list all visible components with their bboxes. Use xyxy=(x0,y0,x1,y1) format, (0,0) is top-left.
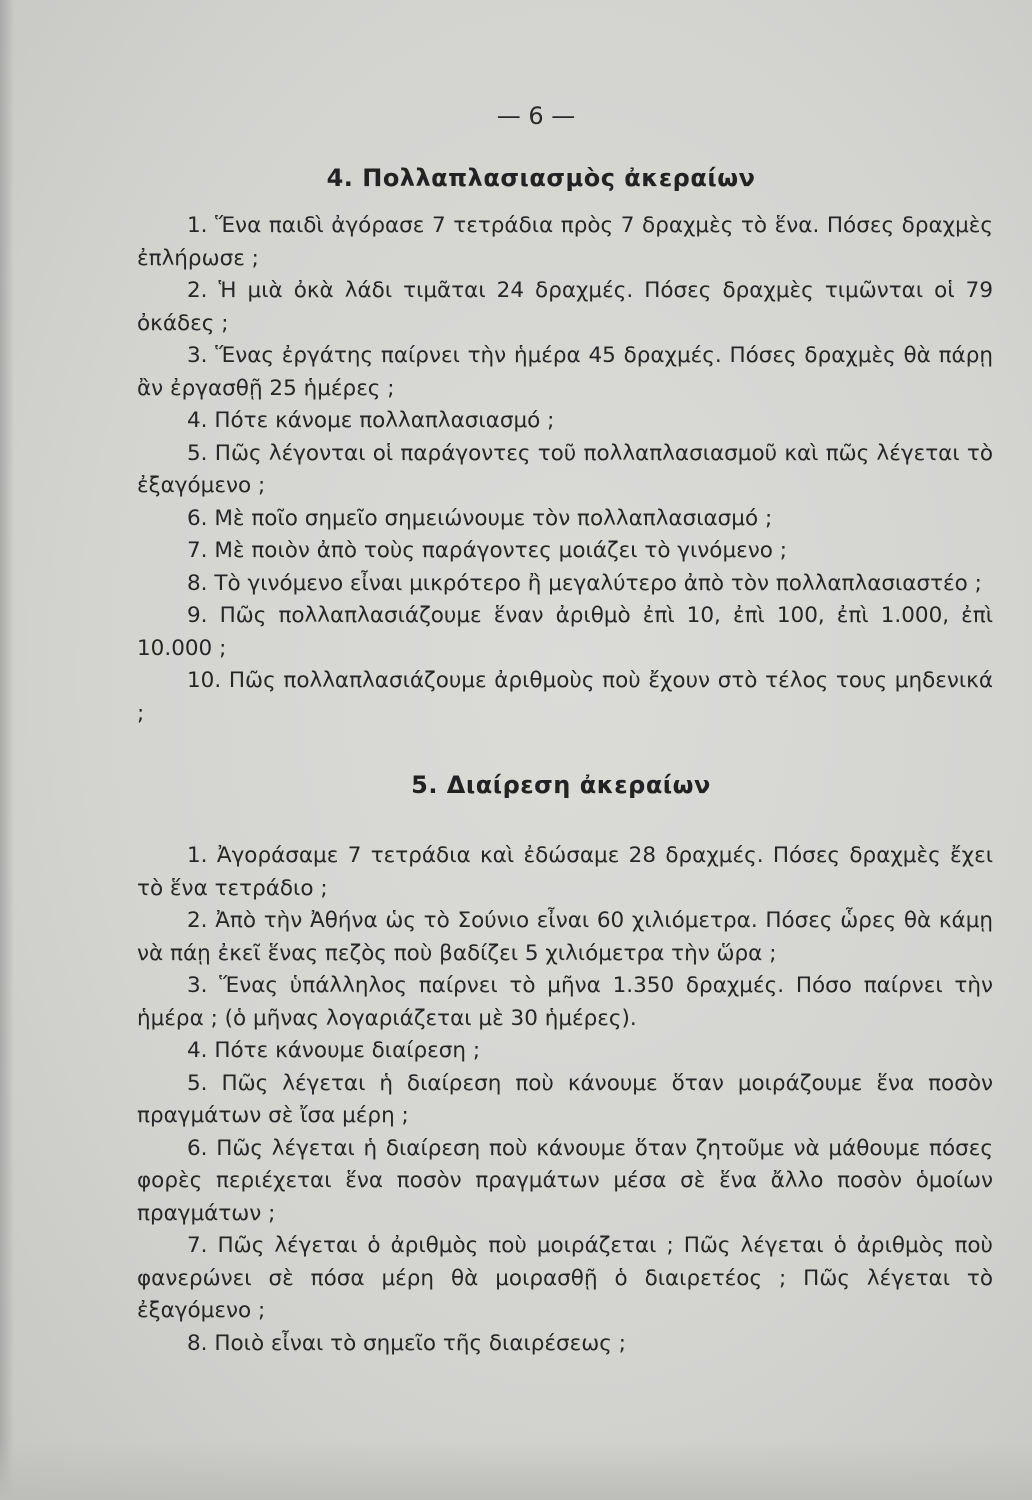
question-item: 4. Πότε κάνουμε διαίρεση ; xyxy=(187,1038,481,1063)
question-item: 8. Τὸ γινόμενο εἶναι μικρότερο ἢ μεγαλύτερο ἀπὸ τὸν πολλαπλασιαστέο ; xyxy=(187,570,982,596)
question-item: 6. Πῶς λέγεται ἡ διαίρεση ποὺ κάνουμε ὅταν ζητοῦμε νὰ μάθουμε πόσες φορὲς περιέχεται ἕνα ποσὸν πραγμάτων μέσα σὲ ἕνα ἄλλο ποσὸν ὁμοίων πραγμάτων ; xyxy=(137,1135,993,1226)
section-4-title: 4. Πολλαπλασιασμὸς ἀκεραίων xyxy=(326,164,756,192)
question-item: 3. Ἕνας ὑπάλληλος παίρνει τὸ μῆνα 1.350 δραχμές. Πόσο παίρνει τὴν ἡμέρα ; (ὁ μῆνας λογαριάζεται μὲ 30 ἡμέρες). xyxy=(137,973,993,1031)
question-item: 9. Πῶς πολλαπλασιάζουμε ἕναν ἀριθμὸ ἐπὶ 10, ἐπὶ 100, ἐπὶ 1.000, ἐπὶ 10.000 ; xyxy=(137,603,993,661)
section-5-title: 5. Διαίρεση ἀκεραίων xyxy=(411,771,711,799)
question-item: 8. Ποιὸ εἶναι τὸ σημεῖο τῆς διαιρέσεως ; xyxy=(187,1330,626,1356)
question-item: 3. Ἕνας ἐργάτης παίρνει τὴν ἡμέρα 45 δραχμές. Πόσες δραχμὲς θὰ πάρῃ ἂν ἐργασθῇ 25 ἡμέρες ; xyxy=(137,343,993,401)
question-item: 7. Πῶς λέγεται ὁ ἀριθμὸς ποὺ μοιράζεται ; Πῶς λέγεται ὁ ἀριθμὸς ποὺ φανερώνει σὲ πόσα μέρη θὰ μοιρασθῇ ὁ διαιρετέος ; Πῶς λέγεται τὸ ἐξαγόμενο ; xyxy=(137,1233,993,1323)
question-item: 1. Ἕνα παιδὶ ἀγόρασε 7 τετράδια πρὸς 7 δραχμὲς τὸ ἕνα. Πόσες δραχμὲς ἐπλήρωσε ; xyxy=(137,213,993,271)
question-item: 7. Μὲ ποιὸν ἀπὸ τοὺς παράγοντες μοιάζει τὸ γινόμενο ; xyxy=(187,538,788,563)
question-item: 6. Μὲ ποῖο σημεῖο σημειώνουμε τὸν πολλαπλασιασμό ; xyxy=(187,505,773,531)
page-edge-shadow xyxy=(0,0,14,1500)
section-4-questions xyxy=(137,210,993,730)
question-item: 5. Πῶς λέγεται ἡ διαίρεση ποὺ κάνουμε ὅταν μοιράζουμε ἕνα ποσὸν πραγμάτων σὲ ἴσα μέρη ; xyxy=(137,1070,993,1128)
page-number: — 6 — xyxy=(496,102,576,130)
question-item: 4. Πότε κάνομε πολλαπλασιασμό ; xyxy=(187,408,555,433)
question-item: 5. Πῶς λέγονται οἱ παράγοντες τοῦ πολλαπλασιασμοῦ καὶ πῶς λέγεται τὸ ἐξαγόμενο ; xyxy=(137,440,993,498)
section-5-questions xyxy=(137,840,993,1360)
question-item: 10. Πῶς πολλαπλασιάζουμε ἀριθμοὺς ποὺ ἔχουν στὸ τέλος τους μηδενικά ; xyxy=(137,668,993,726)
question-item: 1. Ἀγοράσαμε 7 τετράδια καὶ ἐδώσαμε 28 δραχμές. Πόσες δραχμὲς ἔχει τὸ ἕνα τετράδιο ; xyxy=(137,843,993,901)
page-bottom-shadow xyxy=(0,1440,1032,1500)
question-item: 2. Ἀπὸ τὴν Ἀθήνα ὡς τὸ Σούνιο εἶναι 60 χιλιόμετρα. Πόσες ὧρες θὰ κάμῃ νὰ πάῃ ἐκεῖ ἕνας πεζὸς ποὺ βαδίζει 5 χιλιόμετρα τὴν ὥρα ; xyxy=(137,908,993,966)
question-item: 2. Ἡ μιὰ ὀκὰ λάδι τιμᾶται 24 δραχμές. Πόσες δραχμὲς τιμῶνται οἱ 79 ὀκάδες ; xyxy=(137,278,993,336)
